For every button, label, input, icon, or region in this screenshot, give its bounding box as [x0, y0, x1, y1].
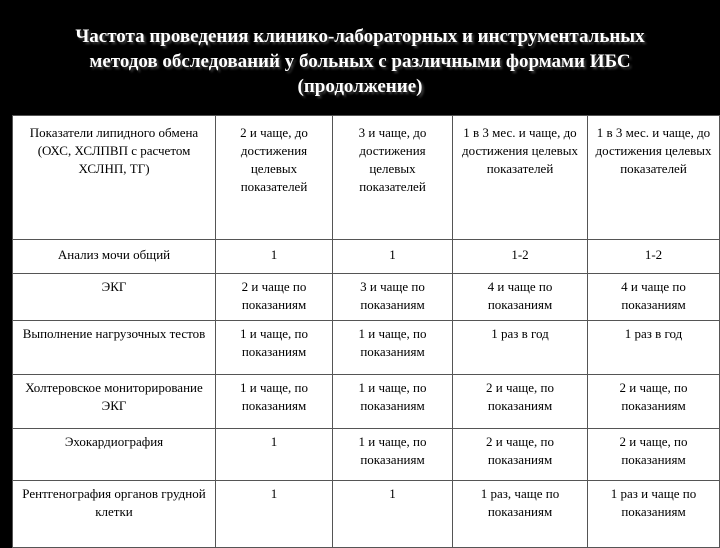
table-cell: 1	[333, 240, 453, 274]
table-cell-indicator: ЭКГ	[13, 274, 216, 321]
table-cell: 3 и чаще по показаниям	[333, 274, 453, 321]
table-cell: 4 и чаще по показаниям	[588, 274, 720, 321]
table-cell: 2 и чаще, по показаниям	[588, 429, 720, 481]
table-cell: 1 и чаще, по показаниям	[333, 429, 453, 481]
title-line-2: методов обследований у больных с различными формами ИБС	[89, 50, 631, 72]
table-cell: 1	[333, 481, 453, 548]
table-cell-indicator: Холтеровское мониторирование ЭКГ	[13, 375, 216, 429]
table-cell: 2 и чаще, до достижения целевых показателей	[216, 116, 333, 240]
table-cell-indicator: Анализ мочи общий	[13, 240, 216, 274]
table-cell: 1 раз, чаще по показаниям	[453, 481, 588, 548]
table-cell: 1-2	[453, 240, 588, 274]
table-row	[13, 481, 720, 548]
table-cell: 1 в 3 мес. и чаще, до достижения целевых показателей	[453, 116, 588, 240]
table-row	[13, 321, 720, 375]
table-cell-indicator: Эхокардиография	[13, 429, 216, 481]
frequency-table-container	[12, 115, 712, 540]
table-cell: 1 раз в год	[453, 321, 588, 375]
title-line-3: (продолжение)	[297, 75, 423, 97]
table-cell: 2 и чаще, по показаниям	[453, 429, 588, 481]
table-cell: 1 раз в год	[588, 321, 720, 375]
slide-title	[0, 0, 720, 112]
table-cell: 3 и чаще, до достижения целевых показателей	[333, 116, 453, 240]
table-cell: 2 и чаще, по показаниям	[588, 375, 720, 429]
table-cell: 1	[216, 481, 333, 548]
table-cell: 1 и чаще, по показаниям	[333, 375, 453, 429]
table-row	[13, 274, 720, 321]
table-cell: 1 и чаще, по показаниям	[216, 375, 333, 429]
table-cell: 2 и чаще по показаниям	[216, 274, 333, 321]
table-cell: 1	[216, 429, 333, 481]
table-cell: 4 и чаще по показаниям	[453, 274, 588, 321]
table-cell: 2 и чаще, по показаниям	[453, 375, 588, 429]
table-cell: 1 в 3 мес. и чаще, до достижения целевых показателей	[588, 116, 720, 240]
table-cell: 1	[216, 240, 333, 274]
table-cell: 1 и чаще, по показаниям	[333, 321, 453, 375]
title-line-1: Частота проведения клинико-лабораторных и инструментальных	[75, 25, 645, 47]
table-row	[13, 375, 720, 429]
frequency-table	[12, 115, 720, 548]
table-row	[13, 116, 720, 240]
table-row	[13, 429, 720, 481]
table-row	[13, 240, 720, 274]
table-cell: 1 раз и чаще по показаниям	[588, 481, 720, 548]
table-cell: 1 и чаще, по показаниям	[216, 321, 333, 375]
table-cell-indicator: Выполнение нагрузочных тестов	[13, 321, 216, 375]
table-cell: 1-2	[588, 240, 720, 274]
table-cell-indicator: Рентгенография органов грудной клетки	[13, 481, 216, 548]
table-cell-indicator: Показатели липидного обмена (ОХС, ХСЛПВП с расчетом ХСЛНП, ТГ)	[13, 116, 216, 240]
